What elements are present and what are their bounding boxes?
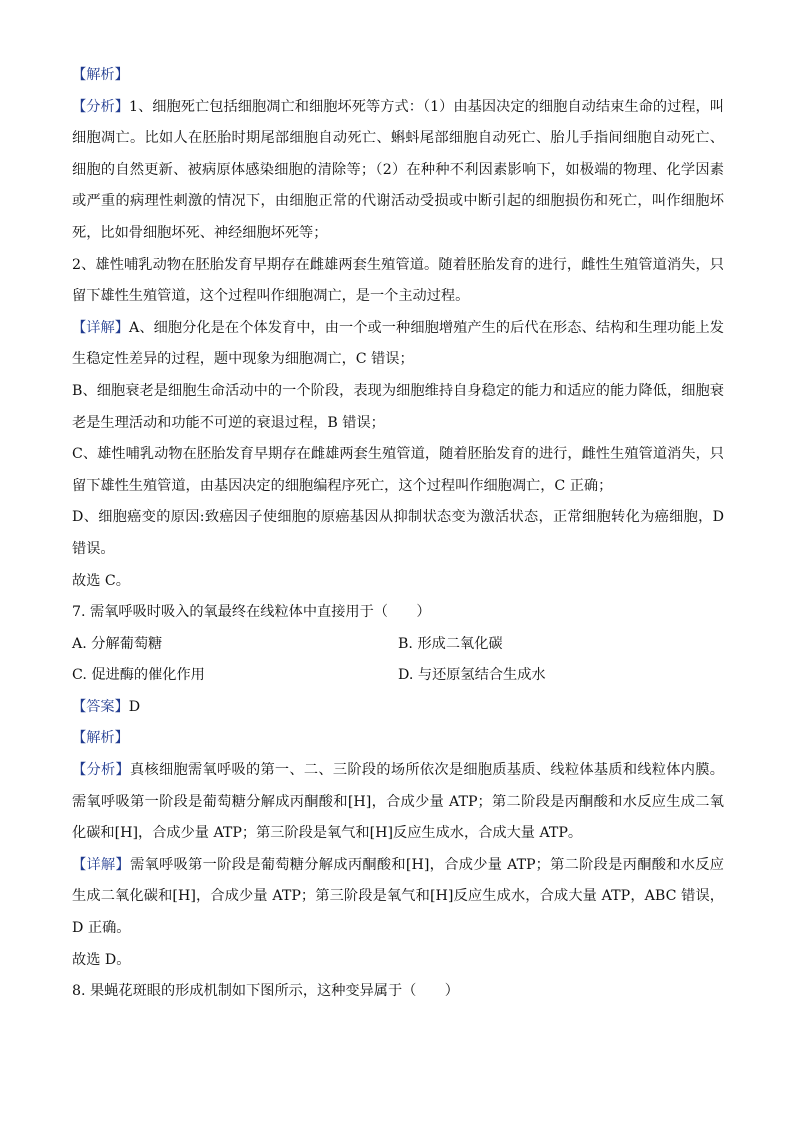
q7-fenxi-paragraph bbox=[72, 755, 724, 850]
jiexi-heading bbox=[72, 60, 724, 92]
xiangjie-paragraph-b: B、细胞衰老是细胞生命活动中的一个阶段，表现为细胞维持自身稳定的能力和适应的能力降低，细胞衰老是生理活动和功能不可逆的衰退过程，B 错误； bbox=[72, 382, 724, 431]
answer-line-1: 故选 C。 bbox=[72, 572, 130, 589]
question-8-stem: 8. 果蝇花斑眼的形成机制如下图所示，这种变异属于（ ） bbox=[72, 983, 459, 1000]
fenxi-paragraph-1 bbox=[72, 92, 724, 250]
option-c: C. 促进酶的催化作用 bbox=[72, 667, 205, 684]
question-7-stem: 7. 需氧呼吸时吸入的氧最终在线粒体中直接用于（ ） bbox=[72, 604, 431, 621]
xiangjie-tag: 【详解】 bbox=[72, 319, 130, 336]
q7-fenxi-text: 真核细胞需氧呼吸的第一、二、三阶段的场所依次是细胞质基质、线粒体基质和线粒体内膜。需氧呼吸第一阶段是葡萄糖分解成丙酮酸和[H]，合成少量 ATP；第二阶段是丙酮酸和水反应生成二氧化碳和[H]，合成少量 ATP；第三阶段是氧气和[H]反应生成水，合成大量 ATP。 bbox=[72, 762, 724, 842]
xiangjie-paragraph-c: C、雄性哺乳动物在胚胎发育早期存在雌雄两套生殖管道，随着胚胎发育的进行，雌性生殖管道消失，只留下雄性生殖管道，由基因决定的细胞编程序死亡，这个过程叫作细胞凋亡，C 正确； bbox=[72, 446, 724, 494]
q7-answer-value: D bbox=[128, 698, 141, 715]
question-7-options-row-2 bbox=[72, 660, 724, 692]
q7-answer-line bbox=[72, 692, 724, 724]
daan-tag: 【答案】 bbox=[72, 698, 129, 715]
fenxi-text-1: 1、细胞死亡包括细胞凋亡和细胞坏死等方式：（1）由基因决定的细胞自动结束生命的过程，叫细胞凋亡。比如人在胚胎时期尾部细胞自动死亡、蝌蚪尾部细胞自动死亡、胎儿手指间细胞自动死亡、细胞的自然更新、被病原体感染细胞的清除等；（2）在种种不利因素影响下，如极端的物理、化学因素或严重的病理性刺激的情况下，由细胞正常的代谢活动受损或中断引起的细胞损伤和死亡，叫作细胞坏死，比如骨细胞坏死、神经细胞坏死等； bbox=[72, 98, 724, 241]
option-b: B. 形成二氧化碳 bbox=[398, 635, 503, 652]
document-page bbox=[72, 60, 724, 1008]
option-d: D. 与还原氢结合生成水 bbox=[398, 667, 546, 684]
jiexi-tag: 【解析】 bbox=[72, 67, 129, 83]
q7-jiexi-tag: 【解析】 bbox=[72, 730, 129, 747]
fenxi-tag: 【分析】 bbox=[72, 98, 129, 115]
xiangjie-text-a: A、细胞分化是在个体发育中，由一个或一种细胞增殖产生的后代在形态、结构和生理功能上发生稳定性差异的过程，题中现象为细胞凋亡，C 错误； bbox=[72, 319, 724, 368]
xiangjie-paragraph-d: D、细胞癌变的原因:致癌因子使细胞的原癌基因从抑制状态变为激活状态，正常细胞转化为癌细胞，D 错误。 bbox=[72, 509, 724, 557]
q7-xiangjie-tag: 【详解】 bbox=[72, 856, 131, 873]
xiangjie-paragraph-a bbox=[72, 313, 724, 376]
q7-fenxi-tag: 【分析】 bbox=[72, 762, 130, 779]
option-a: A. 分解葡萄糖 bbox=[72, 635, 163, 652]
q7-xiangjie-paragraph bbox=[72, 850, 724, 945]
question-7-options-row-1 bbox=[72, 629, 724, 661]
q7-conclusion: 故选 D。 bbox=[72, 951, 131, 968]
q7-jiexi-heading bbox=[72, 723, 724, 755]
fenxi-paragraph-2: 2、雄性哺乳动物在胚胎发育早期存在雌雄两套生殖管道。随着胚胎发育的进行，雌性生殖管道消失，只留下雄性生殖管道，这个过程叫作细胞凋亡，是一个主动过程。 bbox=[72, 256, 724, 305]
q7-xiangjie-text: 需氧呼吸第一阶段是葡萄糖分解成丙酮酸和[H]，合成少量 ATP；第二阶段是丙酮酸和水反应生成二氧化碳和[H]，合成少量 ATP；第三阶段是氧气和[H]反应生成水，合成大量 ATP，ABC 错误，D 正确。 bbox=[72, 856, 724, 937]
